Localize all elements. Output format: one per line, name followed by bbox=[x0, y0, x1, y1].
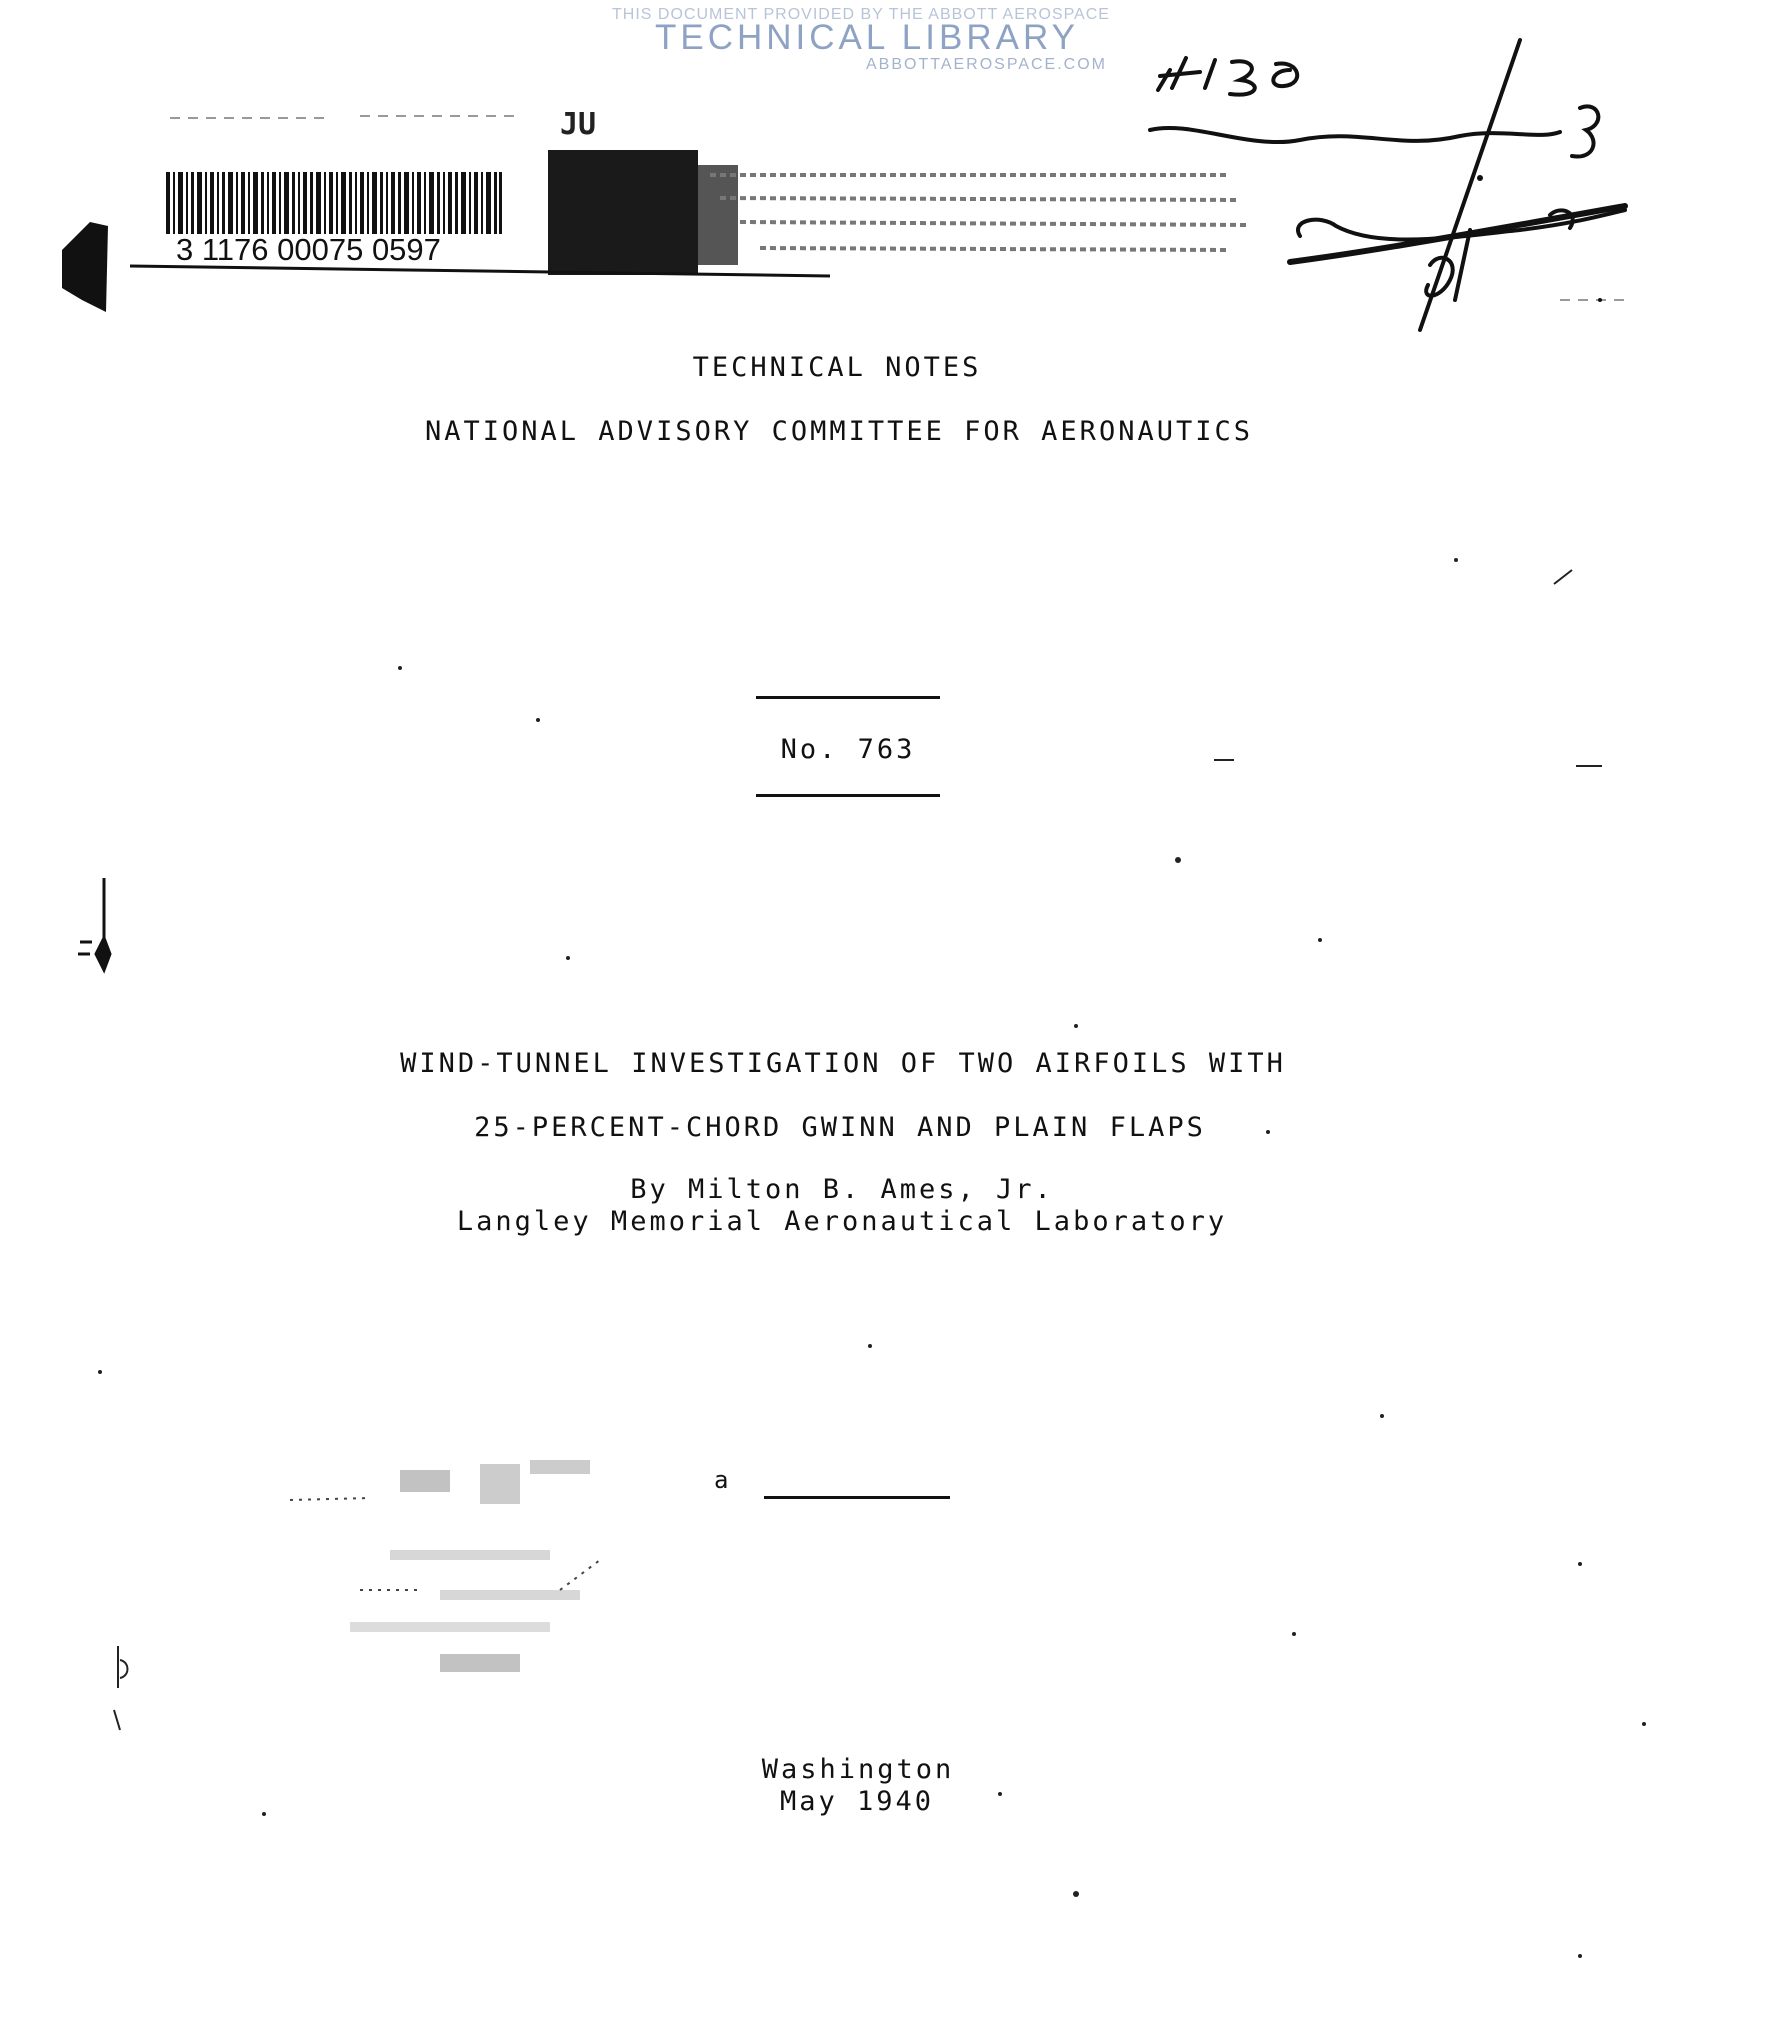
svg-text:JU: JU bbox=[560, 107, 597, 142]
author-affiliation-text: Langley Memorial Aeronautical Laboratory bbox=[456, 1206, 1228, 1237]
watermark-library-title: TECHNICAL LIBRARY bbox=[655, 18, 1079, 57]
stamp-letter: a bbox=[714, 1466, 729, 1494]
imprint-city-text: Washington bbox=[761, 1754, 955, 1785]
imprint-date-text: May 1940 bbox=[779, 1786, 935, 1817]
author-byline-text: By Milton B. Ames, Jr. bbox=[630, 1174, 1054, 1205]
organization-heading-text: NATIONAL ADVISORY COMMITTEE FOR AERONAUTICS bbox=[425, 416, 1253, 447]
barcode-number: 3 1176 00075 0597 bbox=[176, 232, 441, 267]
title-line-2-text: 25-PERCENT-CHORD GWINN AND PLAIN FLAPS bbox=[474, 1112, 1206, 1143]
series-heading-text: TECHNICAL NOTES bbox=[692, 352, 982, 383]
note-number-text: No. 763 bbox=[780, 734, 916, 765]
title-line-1-text: WIND-TUNNEL INVESTIGATION OF TWO AIRFOILS WITH bbox=[400, 1048, 1286, 1079]
watermark-provider-line: THIS DOCUMENT PROVIDED BY THE ABBOTT AEROSPACE bbox=[612, 6, 1110, 23]
watermark-url: ABBOTTAEROSPACE.COM bbox=[866, 56, 1107, 73]
